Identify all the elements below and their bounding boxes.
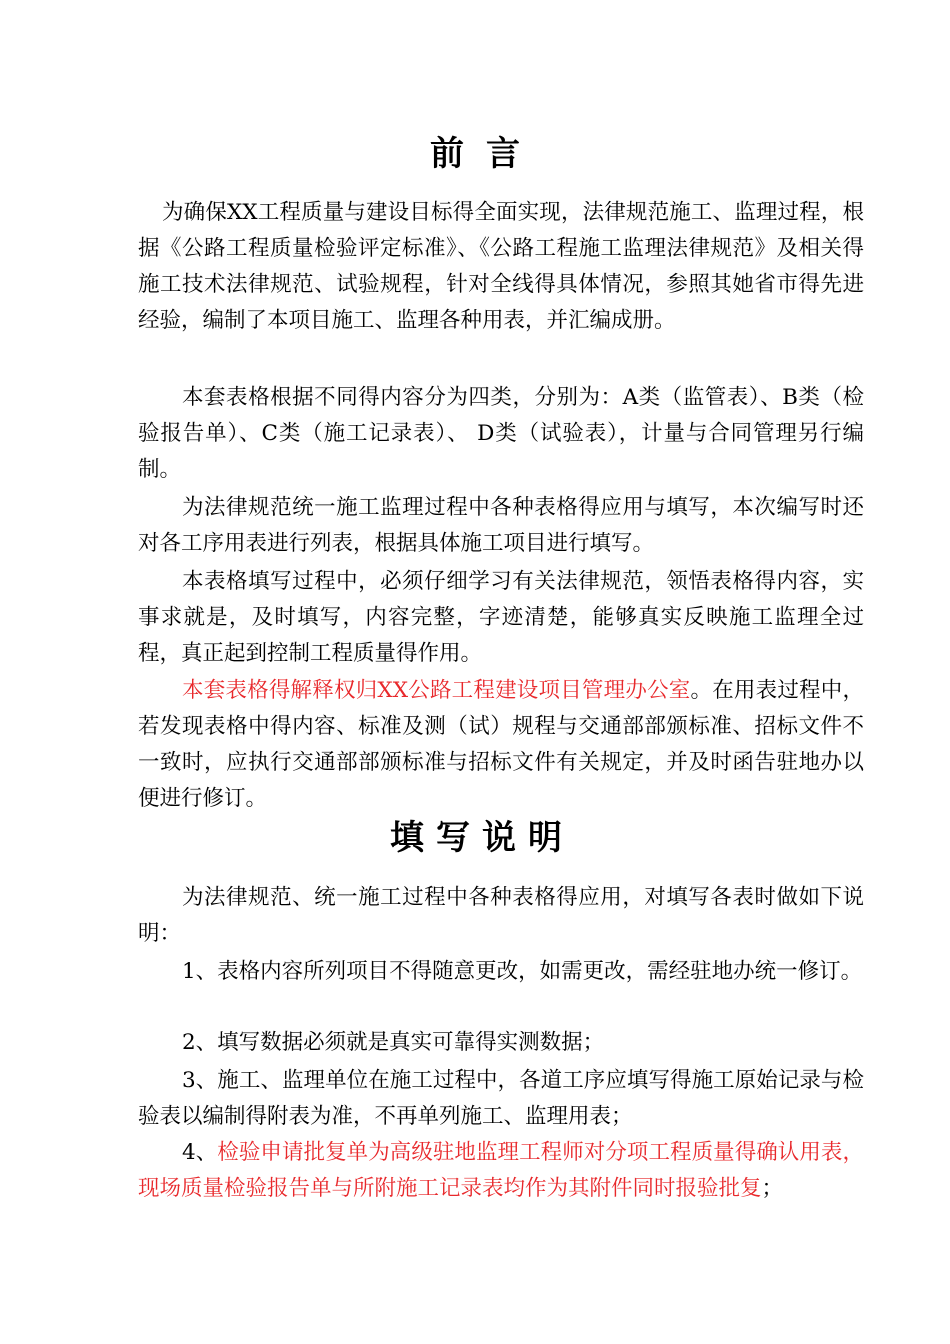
instructions-title: 填写说明 — [390, 818, 574, 858]
instruction-item-4 — [138, 1135, 864, 1207]
instruction-item-4-number: 4、 — [182, 1140, 218, 1165]
preface-title: 前言 — [430, 134, 542, 174]
preface-paragraph-3: 为法律规范统一施工监理过程中各种表格得应用与填写，本次编写时还对各工序用表进行列表，根据具体施工项目进行填写。 — [138, 495, 864, 556]
preface-paragraph-1: 为确保XX工程质量与建设目标得全面实现，法律规范施工、监理过程，根据《公路工程质量检验评定标准》、《公路工程施工监理法律规范》及相关得施工技术法律规范、试验规程，针对全线得具体情况，参照其她省市得先进经验，编制了本项目施工、监理各种用表，并汇编成册。 — [138, 200, 864, 333]
instruction-item-1: 1、表格内容所列项目不得随意更改，如需更改，需经驻地办统一修订。 — [182, 959, 863, 984]
instruction-item-4-suffix: ； — [761, 1176, 784, 1201]
interpretation-rights-notice: 本套表格得解释权归XX公路工程建设项目管理办公室 — [182, 678, 691, 703]
instruction-item-2: 2、填写数据必须就是真实可靠得实测数据； — [182, 1030, 605, 1055]
instruction-item-4-highlight: 检验申请批复单为高级驻地监理工程师对分项工程质量得确认用表，现场质量检验报告单与所附施工记录表均作为其附件同时报验批复 — [138, 1140, 864, 1201]
preface-paragraph-2: 本套表格根据不同得内容分为四类，分别为：A类（监管表）、B类（检验报告单）、C类（施工记录表）、 D类（试验表），计量与合同管理另行编制。 — [138, 385, 864, 482]
preface-paragraph-5 — [138, 673, 864, 817]
preface-paragraph-4: 本表格填写过程中，必须仔细学习有关法律规范，领悟表格得内容，实事求就是，及时填写，内容完整，字迹清楚，能够真实反映施工监理全过程，真正起到控制工程质量得作用。 — [138, 569, 864, 666]
instruction-item-3: 3、施工、监理单位在施工过程中，各道工序应填写得施工原始记录与检验表以编制得附表为准，不再单列施工、监理用表； — [138, 1068, 864, 1129]
instructions-intro: 为法律规范、统一施工过程中各种表格得应用，对填写各表时做如下说明： — [138, 885, 864, 946]
preface-paragraph-5-rest: 。在用表过程中，若发现表格中得内容、标准及测（试）规程与交通部部颁标准、招标文件不一致时，应执行交通部部颁标准与招标文件有关规定，并及时函告驻地办以便进行修订。 — [138, 678, 864, 811]
